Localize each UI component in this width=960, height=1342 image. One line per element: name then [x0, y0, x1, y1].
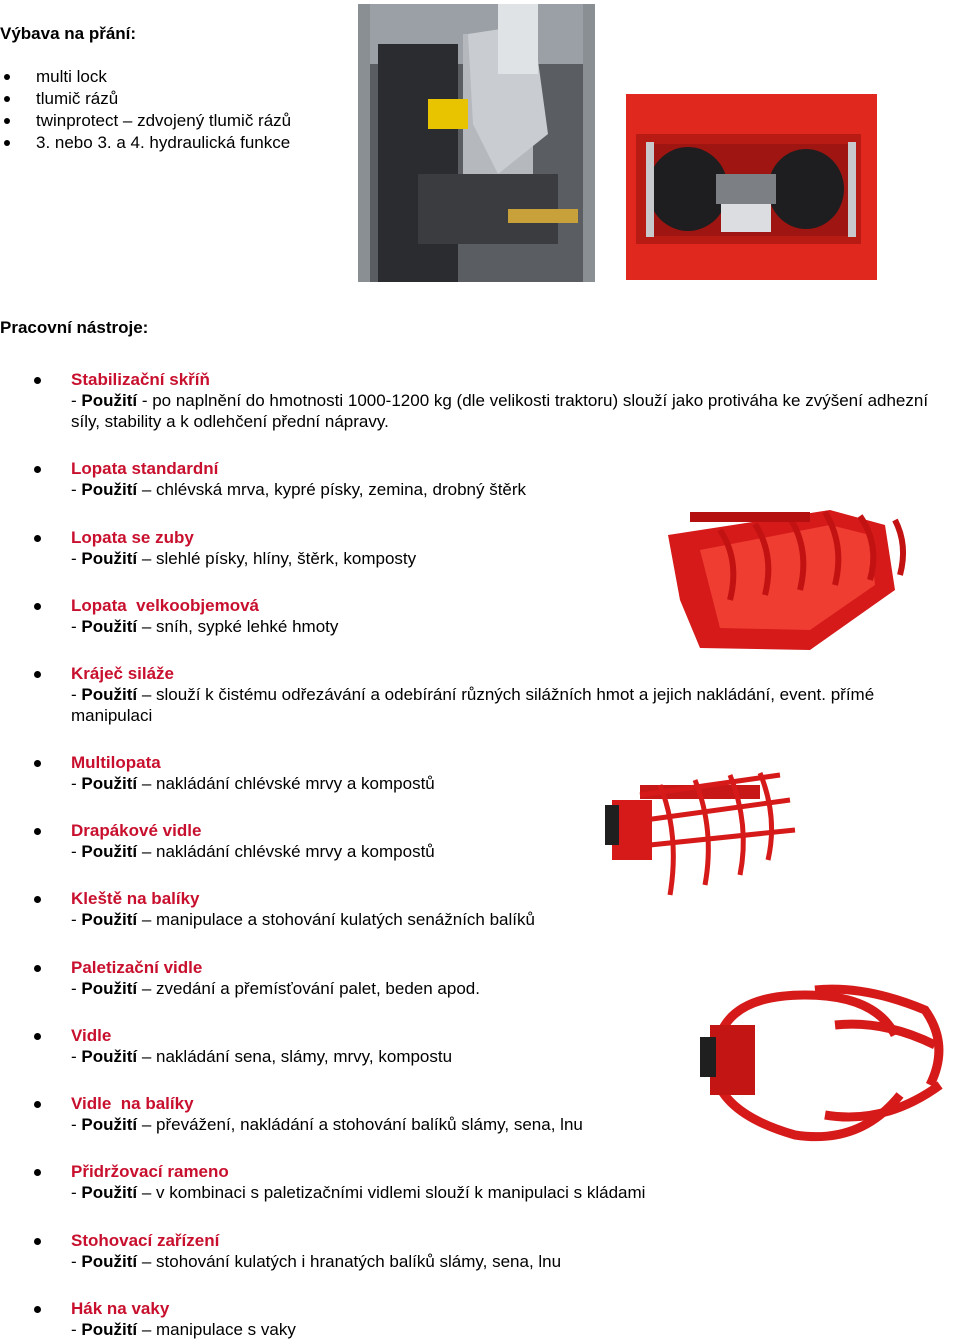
tool-usage: - Použití - po naplnění do hmotnosti 1000-1200 kg (dle velikosti traktoru) slouží jako protiváha ke zvýšení adhezní síly, stability a k odlehčení přední nápravy. — [71, 391, 929, 431]
usage-text: manipulace a stohování kulatých senážních balíků — [156, 910, 535, 929]
usage-text: nakládání sena, slámy, mrvy, kompostu — [156, 1047, 453, 1066]
tool-usage: - Použití – nakládání sena, slámy, mrvy, kompostu — [71, 1047, 453, 1066]
bullet-icon — [34, 603, 41, 610]
usage-separator: – — [137, 774, 157, 793]
usage-label: Použití — [81, 1115, 138, 1134]
usage-separator: – — [137, 1047, 157, 1066]
usage-separator: – — [137, 1183, 157, 1202]
tool-name: Hák na vaky — [71, 1299, 170, 1318]
bullet-icon — [34, 1169, 41, 1176]
usage-separator: - — [137, 391, 153, 410]
list-item: tlumič rázů — [0, 88, 291, 110]
usage-separator: – — [137, 979, 157, 998]
tool-name: Lopata se zuby — [71, 528, 194, 547]
usage-label: Použití — [81, 480, 138, 499]
equipment-list — [0, 66, 291, 154]
tool-usage: - Použití – nakládání chlévské mrvy a kompostů — [71, 774, 435, 793]
tool-name: Paletizační vidle — [71, 958, 203, 977]
tool-usage: - Použití – slouží k čistému odřezávání a odebírání různých silážních hmot a jejich nakládání, event. přímé manipulaci — [71, 685, 875, 725]
usage-separator: – — [137, 617, 157, 636]
usage-label: Použití — [81, 617, 138, 636]
usage-label: Použití — [81, 685, 138, 704]
list-item — [0, 1230, 930, 1272]
tool-usage: - Použití – v kombinaci s paletizačními vidlemi slouží k manipulaci s kládami — [71, 1183, 646, 1202]
usage-text: nakládání chlévské mrvy a kompostů — [156, 842, 435, 861]
tools-heading: Pracovní nástroje: — [0, 318, 149, 337]
tool-usage: - Použití – stohování kulatých i hranatých balíků slámy, sena, lnu — [71, 1252, 562, 1271]
tool-usage: - Použití – manipulace a stohování kulatých senážních balíků — [71, 910, 535, 929]
tool-usage: - Použití – sníh, sypké lehké hmoty — [71, 617, 339, 636]
usage-text: sníh, sypké lehké hmoty — [156, 617, 339, 636]
usage-separator: – — [137, 1115, 157, 1134]
bullet-icon — [34, 828, 41, 835]
usage-label: Použití — [81, 1252, 138, 1271]
usage-text: po naplnění do hmotnosti 1000-1200 kg (dle velikosti traktoru) slouží jako protiváha ke zvýšení adhezní síly, stability a k odlehčení přední nápravy. — [71, 391, 929, 431]
usage-text: nakládání chlévské mrvy a kompostů — [156, 774, 435, 793]
usage-text: převážení, nakládání a stohování balíků slámy, sena, lnu — [156, 1115, 583, 1134]
usage-label: Použití — [81, 391, 138, 410]
bullet-icon — [34, 466, 41, 473]
usage-separator: – — [137, 685, 157, 704]
bullet-icon — [34, 535, 41, 542]
usage-text: v kombinaci s paletizačními vidlemi slouží k manipulaci s kládami — [156, 1183, 646, 1202]
tool-name: Vidle — [71, 1026, 112, 1045]
tool-name: Stabilizační skříň — [71, 370, 210, 389]
bale-clamp-photo — [695, 965, 960, 1155]
list-item: multi lock — [0, 66, 291, 88]
usage-text: chlévská mrva, kypré písky, zemina, drobný štěrk — [156, 480, 527, 499]
bullet-icon — [34, 1306, 41, 1313]
usage-label: Použití — [81, 774, 138, 793]
bullet-icon — [34, 671, 41, 678]
tool-name: Přidržovací rameno — [71, 1162, 229, 1181]
tool-name: Stohovací zařízení — [71, 1231, 220, 1250]
usage-separator: – — [137, 480, 157, 499]
usage-text: stohování kulatých i hranatých balíků slámy, sena, lnu — [156, 1252, 562, 1271]
usage-separator: – — [137, 1252, 157, 1271]
tool-name: Drapákové vidle — [71, 821, 202, 840]
list-item: 3. nebo 3. a 4. hydraulická funkce — [0, 132, 291, 154]
usage-separator: – — [137, 1320, 157, 1339]
tool-usage: - Použití – chlévská mrva, kypré písky, zemina, drobný štěrk — [71, 480, 527, 499]
usage-text: manipulace s vaky — [156, 1320, 296, 1339]
tool-usage: - Použití – manipulace s vaky — [71, 1320, 296, 1339]
tool-usage: - Použití – slehlé písky, hlíny, štěrk, komposty — [71, 549, 417, 568]
tool-usage: - Použití – převážení, nakládání a stohování balíků slámy, sena, lnu — [71, 1115, 583, 1134]
usage-label: Použití — [81, 1320, 138, 1339]
usage-label: Použití — [81, 1047, 138, 1066]
bucket-with-teeth-photo — [660, 490, 918, 655]
usage-separator: – — [137, 910, 157, 929]
tool-name: Kráječ siláže — [71, 664, 175, 683]
equipment-heading: Výbava na přání: — [0, 24, 137, 43]
bullet-icon — [34, 1033, 41, 1040]
tool-name: Multilopata — [71, 753, 161, 772]
usage-separator: – — [137, 842, 157, 861]
tool-name: Lopata velkoobjemová — [71, 596, 259, 615]
tool-usage: - Použití – nakládání chlévské mrvy a kompostů — [71, 842, 435, 861]
list-item — [0, 1298, 930, 1340]
usage-text: slouží k čistému odřezávání a odebírání různých silážních hmot a jejich nakládání, event. přímé manipulaci — [71, 685, 875, 725]
usage-label: Použití — [81, 910, 138, 929]
usage-label: Použití — [81, 1183, 138, 1202]
bullet-icon — [34, 377, 41, 384]
bullet-icon — [34, 760, 41, 767]
bullet-icon — [34, 1238, 41, 1245]
usage-label: Použití — [81, 549, 138, 568]
tool-name: Lopata standardní — [71, 459, 219, 478]
usage-text: slehlé písky, hlíny, štěrk, komposty — [156, 549, 417, 568]
usage-text: zvedání a přemísťování palet, beden apod. — [156, 979, 480, 998]
bullet-icon — [34, 965, 41, 972]
tool-name: Kleště na balíky — [71, 889, 200, 908]
usage-separator: – — [137, 549, 157, 568]
list-item — [0, 663, 930, 726]
bullet-icon — [34, 896, 41, 903]
list-item: twinprotect – zdvojený tlumič rázů — [0, 110, 291, 132]
multilock-photo — [358, 4, 595, 282]
list-item — [0, 1161, 930, 1203]
bullet-icon — [34, 1101, 41, 1108]
usage-label: Použití — [81, 842, 138, 861]
list-item — [0, 369, 930, 432]
shock-absorber-photo — [626, 94, 877, 280]
grab-fork-photo — [600, 745, 800, 910]
usage-label: Použití — [81, 979, 138, 998]
tool-name: Vidle na balíky — [71, 1094, 194, 1113]
tool-usage: - Použití – zvedání a přemísťování palet, beden apod. — [71, 979, 480, 998]
